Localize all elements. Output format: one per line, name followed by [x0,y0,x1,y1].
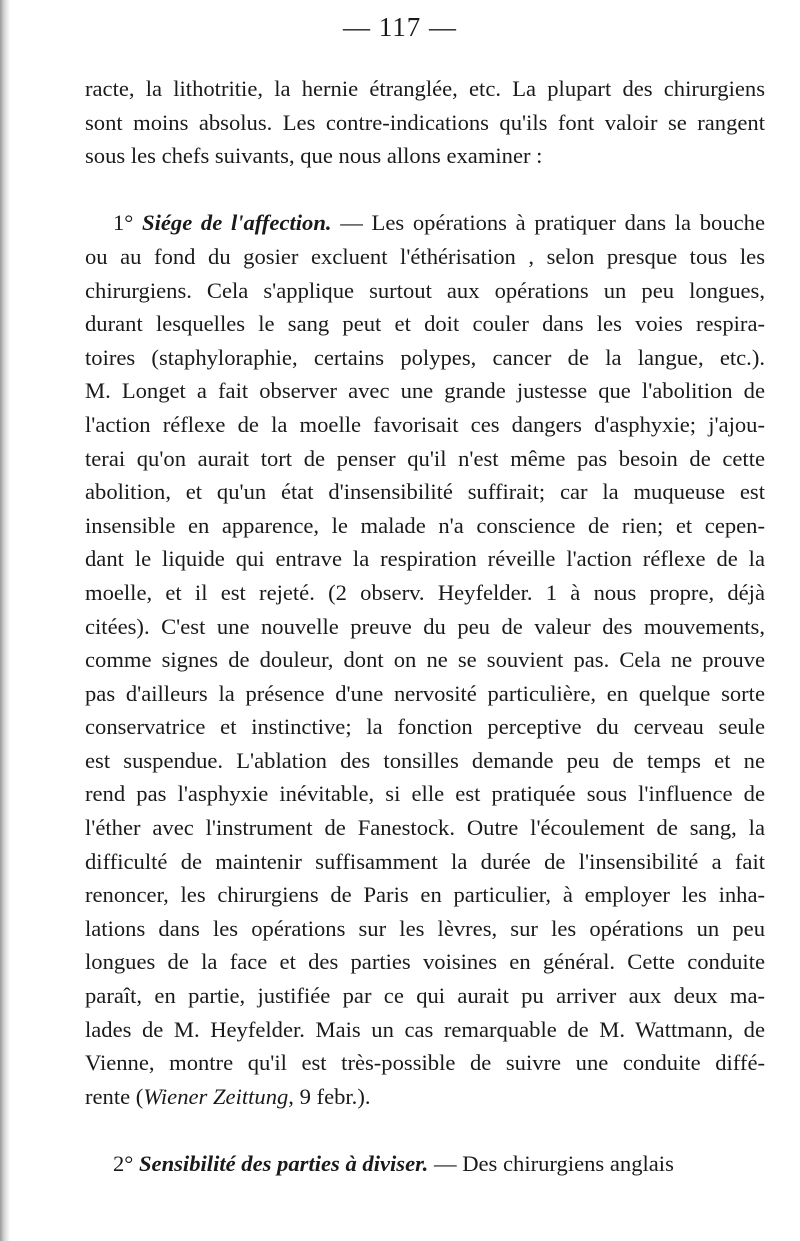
text-line: citées). C'est une nouvelle preuve du peu de valeur des mouvements, [85,613,765,639]
text-line: lations dans les opérations sur les lèvres, sur les opérations un peu [85,915,765,941]
text-line: chirurgiens. Cela s'applique surtout aux opérations un peu longues, [85,277,765,303]
citation-prefix: rente ( [85,1083,144,1109]
text-line: racte, la lithotritie, la hernie étranglée, etc. La plupart des chirurgiens [85,76,765,101]
text-line: lades de M. Heyfelder. Mais un cas remarquable de M. Wattmann, de [85,1016,765,1042]
section-heading-line [85,206,765,240]
text-line: l'éther avec l'instrument de Fanestock. Outre l'écoulement de sang, la [85,815,765,841]
text-line: moelle, et il est rejeté. (2 observ. Heyfelder. 1 à nous propre, déjà [85,579,765,605]
text-line: l'action réflexe de la moelle favorisait ces dangers d'asphyxie; j'ajou- [85,411,765,437]
section-heading: Sensibilité des parties à diviser. [138,1151,429,1176]
text-line: difficulté de maintenir suffisamment la durée de l'insensibilité a fait [85,848,765,874]
heading-line-text: — Des chirurgiens anglais [428,1151,674,1176]
text-line: insensible en apparence, le malade n'a conscience de rien; et cepen- [85,512,765,538]
text-line: durant lesquelles le sang peut et doit couler dans les voies respira- [85,311,765,337]
citation-suffix: , 9 febr.). [288,1083,371,1109]
paragraph-gap [85,173,765,207]
section-heading: Siége de l'affection. [142,210,332,236]
paragraph-2 [85,206,765,1113]
text-line: M. Longet a fait observer avec une grande justesse que l'abolition de [85,378,765,404]
text-line: abolition, et qu'un état d'insensibilité suffirait; car la muqueuse est [85,479,765,505]
text-line: comme signes de douleur, dont on ne se souvient pas. Cela ne prouve [85,647,765,673]
paragraph-1 [85,72,765,173]
text-line: renoncer, les chirurgiens de Paris en particulier, à employer les inha- [85,882,765,908]
text-line: ou au fond du gosier excluent l'éthérisation , selon presque tous les [85,243,765,269]
text-line: dant le liquide qui entrave la respiration réveille l'action réflexe de la [85,546,765,572]
paragraph-3 [85,1147,765,1181]
text-line: conservatrice et instinctive; la fonction perceptive du cerveau seule [85,714,765,740]
section-number: 1° [113,210,143,236]
text-line [85,1080,765,1114]
text-line: terai qu'on aurait tort de penser qu'il n'est même pas besoin de cette [85,445,765,471]
text-line: sous les chefs suivants, que nous allons examiner : [85,143,543,169]
text-line: pas d'ailleurs la présence d'une nervosité particulière, en quelque sorte [85,680,765,706]
text-line: rend pas l'asphyxie inévitable, si elle est pratiquée sous l'influence de [85,781,765,807]
text-line: toires (staphyloraphie, certains polypes, cancer de la langue, etc.). [85,344,765,370]
text-line: Vienne, montre qu'il est très-possible de suivre une conduite diffé- [85,1050,765,1076]
heading-line-text: — Les opérations à pratiquer dans la bouche [331,210,765,236]
page-number: — 117 — [343,12,457,42]
page-text [85,72,765,1181]
text-line: longues de la face et des parties voisines en général. Cette conduite [85,949,765,975]
text-line: paraît, en partie, justifiée par ce qui aurait pu arriver aux deux ma- [85,983,765,1009]
page-binding-edge [0,0,10,1241]
text-line: sont moins absolus. Les contre-indications qu'ils font valoir se rangent [85,109,765,135]
citation-title: Wiener Zeittung [143,1083,289,1109]
paragraph-gap [85,1113,765,1147]
text-line: est suspendue. L'ablation des tonsilles demande peu de temps et ne [85,747,765,773]
section-number: 2° [113,1151,139,1176]
section-heading-line [85,1147,765,1181]
